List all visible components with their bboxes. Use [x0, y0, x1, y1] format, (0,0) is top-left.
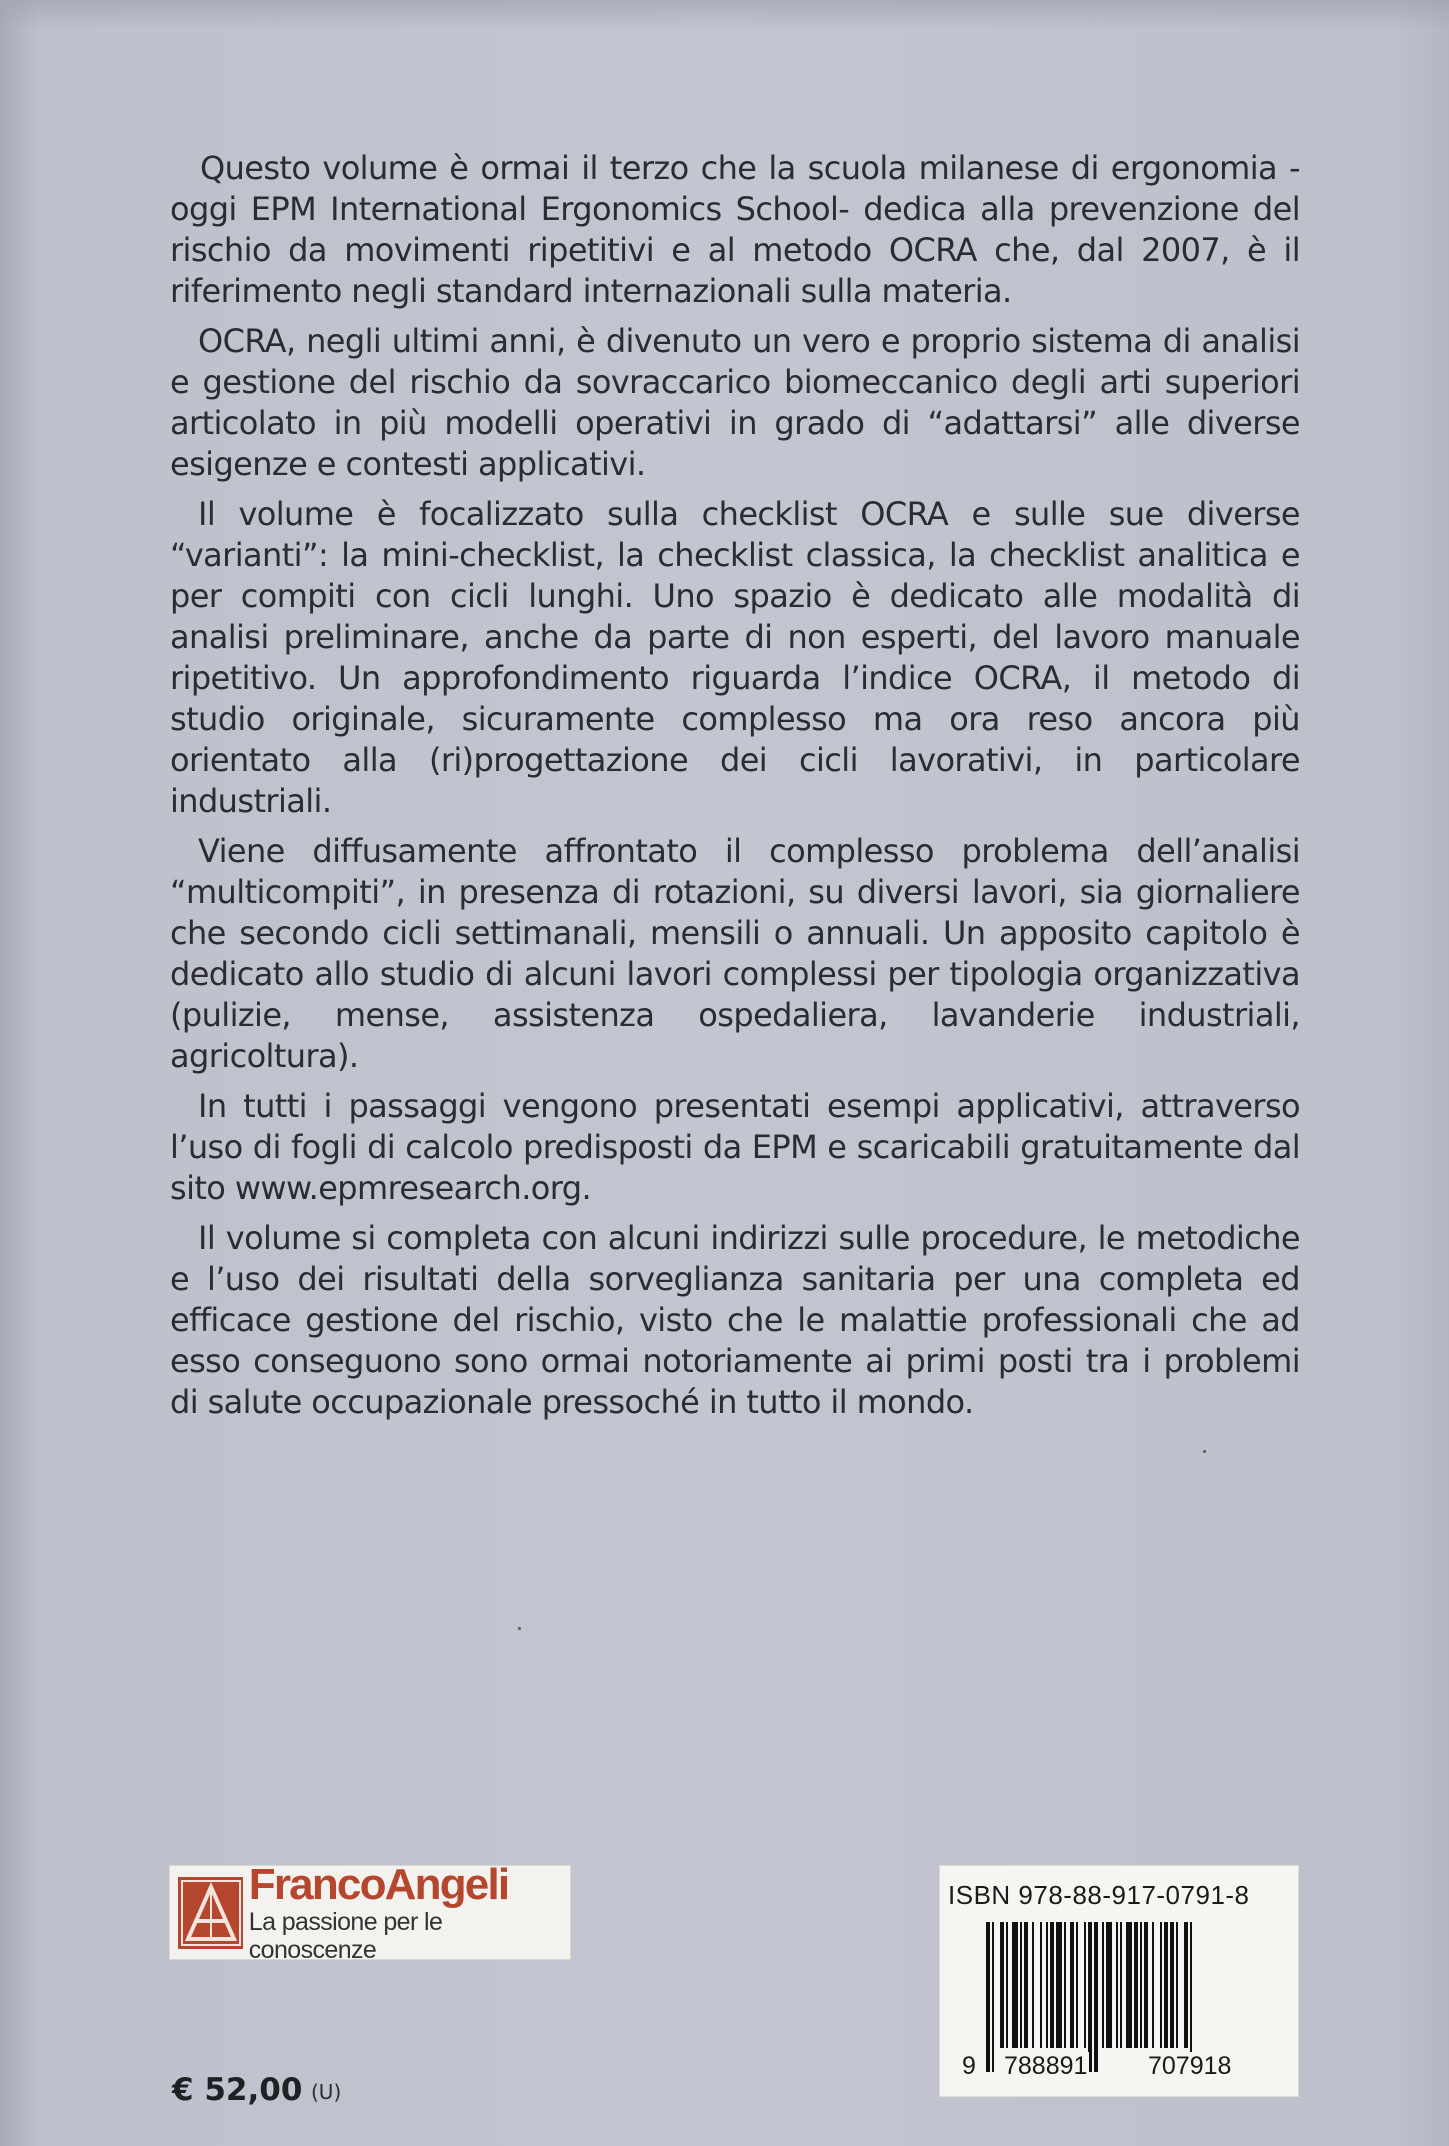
barcode-digits-middle: 788891 [1004, 2052, 1088, 2080]
publisher-name: FrancoAngeli [248, 1859, 509, 1909]
isbn-block [940, 1866, 1298, 2096]
publisher-tagline: La passione per le conoscenze [248, 1907, 443, 1964]
publisher-logo [170, 1859, 570, 1964]
blurb-paragraph-3: Il volume è focalizzato sulla checklist OCRA e sulle sue diverse “varianti”: la mini-checklist, la checklist classica, la checklist analitica e per compiti con cicli lunghi. Uno spazio è dedicato alle modalità di analisi preliminare, anche da parte di non esperti, del lavoro manuale ripetitivo. Un approfondimento riguarda l’indice OCRA, il metodo di studio originale, sicuramente complesso ma ora reso ancora più orientato alla (ri)progettazione dei cicli lavorativi, in particolare industriali. [170, 495, 1300, 820]
speck-2 [518, 1627, 521, 1630]
price-code: (U) [311, 2080, 342, 2104]
blurb-paragraph-5: In tutti i passaggi vengono presentati esempi applicativi, attraverso l’uso di fogli di calcolo predisposti da EPM e scaricabili gratuitamente dal sito www.epmresearch.org. [170, 1087, 1300, 1207]
isbn-label: ISBN 978-88-917-0791-8 [948, 1880, 1250, 1910]
blurb-paragraph-1: Questo volume è ormai il terzo che la scuola milanese di ergonomia - oggi EPM International Ergonomics School- dedica alla prevenzione del rischio da movimenti ripetitivi e al metodo OCRA che, dal 2007, è il riferimento negli standard internazionali sulla materia. [170, 149, 1300, 310]
barcode-digit-left: 9 [962, 2052, 976, 2080]
blurb-paragraph-2: OCRA, negli ultimi anni, è divenuto un vero e proprio sistema di analisi e gestione del rischio da sovraccarico biomeccanico degli arti superiori articolato in più modelli operativi in grado di “adattarsi” alle diverse esigenze e contesti applicativi. [170, 322, 1300, 483]
speck-1 [1203, 1450, 1206, 1453]
barcode-digits-right: 707918 [1148, 2052, 1232, 2080]
blurb-paragraph-4: Viene diffusamente affrontato il complesso problema dell’analisi “multicompiti”, in presenza di rotazioni, su diversi lavori, sia giornaliere che secondo cicli settimanali, mensili o annuali. Un apposito capitolo è dedicato allo studio di alcuni lavori complessi per tipologia organizzativa (pulizie, mense, assistenza ospedaliera, lavanderie industriali, agricoltura). [170, 832, 1300, 1075]
blurb-text [170, 148, 1300, 1432]
price: € 52,00 [172, 2072, 303, 2108]
barcode-icon [986, 1922, 1286, 2072]
blurb-paragraph-6: Il volume si completa con alcuni indirizzi sulle procedure, le metodiche e l’uso dei risultati della sorveglianza sanitaria per una completa ed efficace gestione del rischio, visto che le malattie professionali che ad esso conseguono sono ormai notoriamente ai primi posti tra i problemi di salute occupazionale pressoché in tutto il mondo. [170, 1219, 1300, 1421]
publisher-emblem-icon [178, 1877, 243, 1949]
